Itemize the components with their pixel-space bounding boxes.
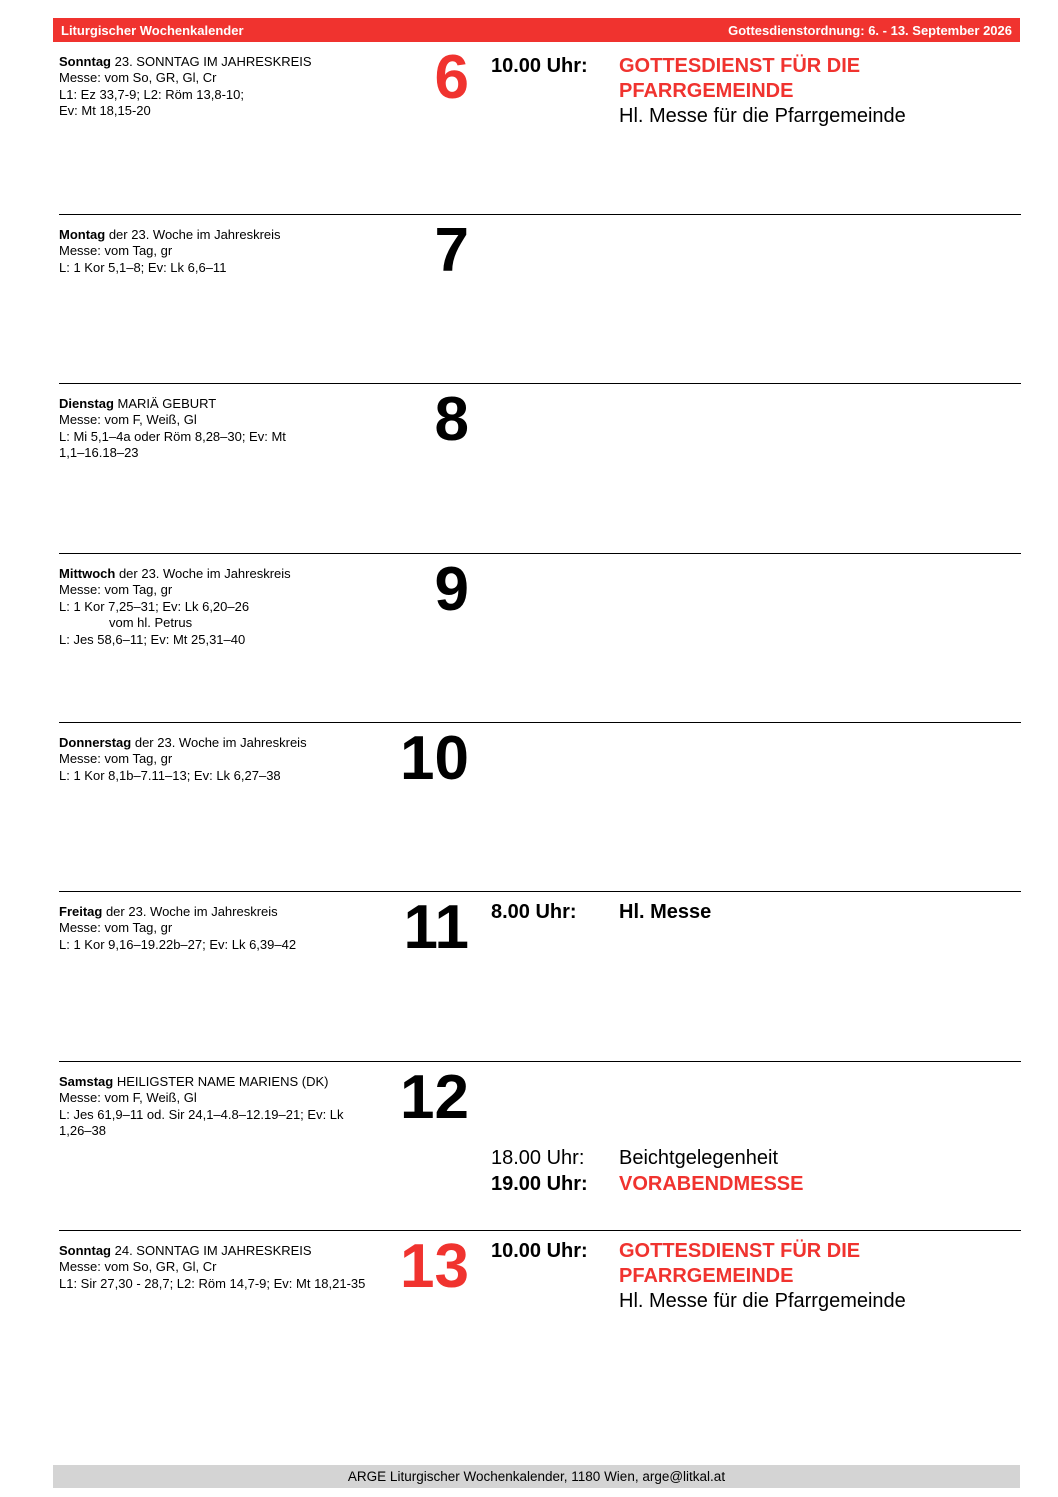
event-time: 18.00 Uhr: — [491, 1147, 585, 1169]
feast-title: der 23. Woche im Jahreskreis — [102, 904, 278, 919]
page-header — [53, 18, 1020, 42]
day-block-7 — [59, 214, 1021, 384]
event-title: Hl. Messe — [619, 901, 712, 923]
day-block-13 — [59, 1230, 1021, 1400]
mass-info: Messe: vom F, Weiß, Gl — [59, 1090, 197, 1106]
day-block-8 — [59, 383, 1021, 553]
day-block-10 — [59, 722, 1021, 892]
mass-info: Messe: vom Tag, gr — [59, 751, 173, 767]
weekday-label: Montag — [59, 227, 106, 242]
feast-title: 23. SONNTAG IM JAHRESKREIS — [111, 54, 312, 69]
day-number: 13 — [400, 1232, 469, 1301]
mass-info: Messe: vom So, GR, Gl, Cr — [59, 1259, 217, 1275]
liturgy-info — [59, 735, 379, 784]
day-number: 9 — [434, 555, 469, 624]
event-time: 10.00 Uhr: — [491, 1240, 588, 1262]
liturgy-info — [59, 54, 379, 120]
feast-title: 24. SONNTAG IM JAHRESKREIS — [111, 1243, 312, 1258]
feast-title: MARIÄ GEBURT — [113, 396, 217, 411]
readings: L1: Sir 27,30 - 28,7; L2: Röm 14,7-9; Ev: Mt 18,21-35 — [59, 1275, 366, 1291]
feast-title: der 23. Woche im Jahreskreis — [131, 735, 307, 750]
memorial-note: vom hl. Petrus — [109, 615, 193, 631]
liturgy-info — [59, 566, 379, 648]
event-title: GOTTESDIENST FÜR DIE PFARRGEMEINDE — [619, 55, 861, 102]
event-title: Beichtgelegenheit — [619, 1147, 779, 1169]
mass-info: Messe: vom Tag, gr — [59, 920, 173, 936]
day-number: 8 — [434, 385, 469, 454]
feast-title: der 23. Woche im Jahreskreis — [105, 227, 281, 242]
weekday-label: Mittwoch — [59, 566, 116, 581]
mass-info: Messe: vom Tag, gr — [59, 582, 173, 598]
event-subtitle: Hl. Messe für die Pfarrgemeinde — [619, 1290, 906, 1312]
alt-readings: L: Jes 58,6–11; Ev: Mt 25,31–40 — [59, 631, 246, 647]
feast-title: HEILIGSTER NAME MARIENS (DK) — [113, 1074, 329, 1089]
mass-info: Messe: vom So, GR, Gl, Cr — [59, 70, 217, 86]
day-number: 10 — [400, 724, 469, 793]
liturgy-info — [59, 396, 379, 462]
liturgy-info — [59, 1243, 379, 1292]
page-footer: ARGE Liturgischer Wochenkalender, 1180 Wien, arge@litkal.at — [53, 1465, 1020, 1488]
day-block-11 — [59, 891, 1021, 1061]
readings: L: 1 Kor 5,1–8; Ev: Lk 6,6–11 — [59, 259, 227, 275]
day-number: 6 — [434, 43, 469, 112]
weekday-label: Freitag — [59, 904, 103, 919]
event-time: 10.00 Uhr: — [491, 55, 588, 77]
liturgy-info — [59, 1074, 379, 1140]
weekday-label: Samstag — [59, 1074, 114, 1089]
mass-info: Messe: vom Tag, gr — [59, 243, 173, 259]
event-title: VORABENDMESSE — [619, 1173, 804, 1195]
day-number: 12 — [400, 1063, 469, 1132]
day-number: 7 — [434, 216, 469, 285]
header-title: Liturgischer Wochenkalender — [61, 22, 244, 38]
readings: L: Jes 61,9–11 od. Sir 24,1–4.8–12.19–21; Ev: Lk 1,26–38 — [59, 1106, 344, 1139]
gospel: Ev: Mt 18,15-20 — [59, 103, 151, 119]
event-title: GOTTESDIENST FÜR DIE PFARRGEMEINDE — [619, 1240, 861, 1287]
readings: L1: Ez 33,7-9; L2: Röm 13,8-10; — [59, 86, 244, 102]
feast-title: der 23. Woche im Jahreskreis — [115, 566, 291, 581]
weekday-label: Sonntag — [59, 54, 111, 69]
day-number: 11 — [403, 893, 469, 962]
event-subtitle: Hl. Messe für die Pfarrgemeinde — [619, 105, 906, 127]
weekday-label: Donnerstag — [59, 735, 132, 750]
day-block-9 — [59, 553, 1021, 723]
readings: L: Mi 5,1–4a oder Röm 8,28–30; Ev: Mt 1,1–16.18–23 — [59, 428, 286, 461]
day-block-12 — [59, 1061, 1021, 1231]
readings: L: 1 Kor 9,16–19.22b–27; Ev: Lk 6,39–42 — [59, 936, 297, 952]
weekday-label: Dienstag — [59, 396, 114, 411]
liturgy-info — [59, 904, 379, 953]
mass-info: Messe: vom F, Weiß, Gl — [59, 412, 197, 428]
event-time: 19.00 Uhr: — [491, 1173, 588, 1195]
liturgy-info — [59, 227, 379, 276]
header-date-range: Gottesdienstordnung: 6. - 13. September 2026 — [728, 22, 1012, 38]
weekday-label: Sonntag — [59, 1243, 111, 1258]
day-block-6 — [59, 42, 1021, 211]
readings: L: 1 Kor 8,1b–7.11–13; Ev: Lk 6,27–38 — [59, 767, 281, 783]
event-time: 8.00 Uhr: — [491, 901, 577, 923]
readings: L: 1 Kor 7,25–31; Ev: Lk 6,20–26 — [59, 598, 250, 614]
